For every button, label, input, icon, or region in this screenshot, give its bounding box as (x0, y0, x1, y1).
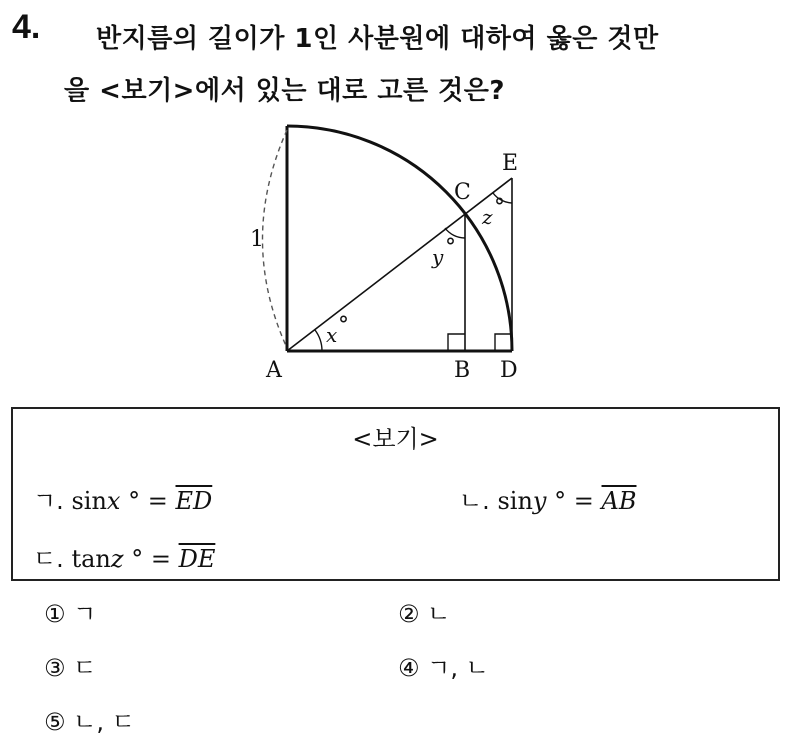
choice-number: ⑤ (44, 708, 66, 736)
choice-text: ㄴ (427, 600, 451, 628)
choice-text: ㄱ, ㄴ (427, 654, 489, 682)
bogi-item-giyeok (33, 481, 212, 516)
trig-func: sin (71, 487, 107, 515)
label-D: D (500, 358, 518, 383)
radius-label: 1 (250, 227, 264, 252)
degree-sign: ° (131, 545, 144, 573)
choice-text: ㄱ (73, 600, 97, 628)
question-text-line1: 반지름의 길이가 1인 사분원에 대하여 옳은 것만 (96, 24, 659, 54)
quarter-arc (287, 126, 512, 351)
degree-z: ° (494, 195, 505, 220)
choice-number: ④ (398, 654, 420, 682)
right-angle-D (495, 334, 512, 351)
degree-x: ° (338, 313, 349, 338)
bogi-box (11, 407, 780, 581)
segment: $\overline{AB}$ (601, 487, 637, 515)
degree-y: ° (445, 235, 456, 260)
angle-label-x: x (326, 323, 338, 347)
label-B: B (454, 358, 471, 383)
equals-sign: = (147, 487, 168, 515)
radius-dashed-arc (263, 130, 288, 348)
right-angle-B (448, 334, 465, 351)
question-number: 4. (12, 8, 41, 46)
item-marker: ㄴ. (459, 487, 490, 515)
choice-number: ① (44, 600, 66, 628)
angle-label-z: z (482, 205, 493, 229)
choice-number: ② (398, 600, 420, 628)
equals-sign: = (150, 545, 171, 573)
equals-sign: = (573, 487, 594, 515)
segment-AE (287, 178, 512, 351)
choice-text: ㄷ (73, 654, 97, 682)
trig-func: tan (71, 545, 111, 573)
label-E: E (502, 151, 519, 176)
segment: $\overline{DE}$ (178, 545, 216, 573)
degree-sign: ° (554, 487, 567, 515)
label-A: A (266, 358, 282, 383)
item-marker: ㄱ. (33, 487, 64, 515)
angle-arc-x (315, 330, 322, 351)
angle-label-y: y (432, 245, 444, 269)
bogi-title: <보기> (352, 425, 439, 453)
choice-4[interactable] (398, 648, 489, 683)
bogi-item-digeut (33, 539, 215, 574)
choice-number: ③ (44, 654, 66, 682)
angle-var: z (110, 545, 124, 573)
choice-2[interactable] (398, 594, 450, 629)
degree-sign: ° (128, 487, 141, 515)
segment: $\overline{ED}$ (175, 487, 213, 515)
question-text-line2: 을 <보기>에서 있는 대로 고른 것은? (64, 76, 505, 106)
choice-3[interactable] (44, 648, 96, 683)
label-C: C (454, 180, 471, 205)
trig-func: sin (497, 487, 533, 515)
angle-var: y (532, 487, 547, 515)
choice-5[interactable] (44, 702, 135, 737)
choice-1[interactable] (44, 594, 96, 629)
item-marker: ㄷ. (33, 545, 64, 573)
choice-text: ㄴ, ㄷ (73, 708, 135, 736)
angle-var: x (106, 487, 121, 515)
bogi-item-nieun (459, 481, 636, 516)
